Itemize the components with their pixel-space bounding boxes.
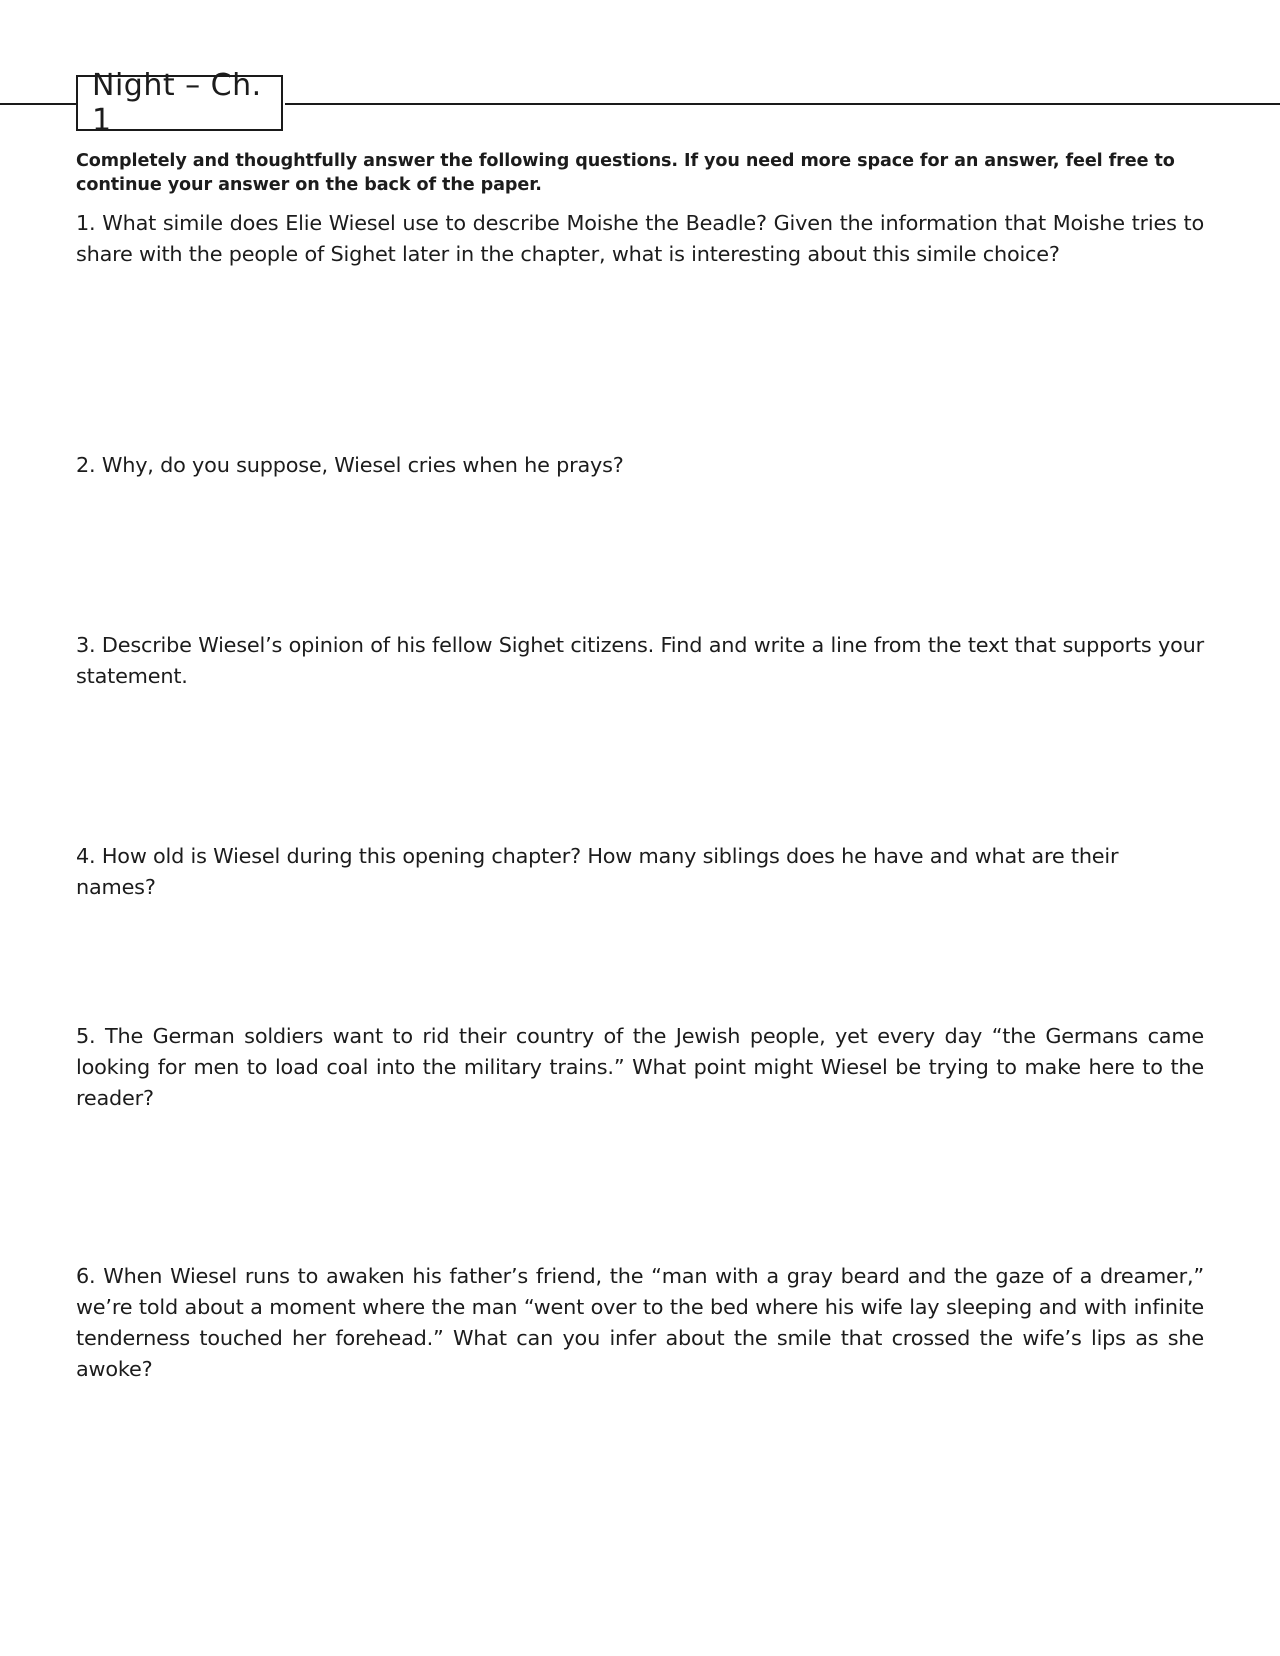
header-rule-right [285,103,1280,105]
question-2: 2. Why, do you suppose, Wiesel cries when he prays? [76,453,624,477]
question-1: 1. What simile does Elie Wiesel use to describe Moishe the Beadle? Given the information that Moishe tries to share with the people of Sighet later in the chapter, what is interesting about this simile choice? [76,211,1204,266]
page-title [76,68,283,138]
question-5: 5. The German soldiers want to rid their country of the Jewish people, yet every day “the Germans came looking for men to load coal into the military trains.” What point might Wiesel be trying to make here to the reader? [76,1024,1204,1110]
header-rule-left [0,103,77,105]
question-6: 6. When Wiesel runs to awaken his father’s friend, the “man with a gray beard and the gaze of a dreamer,” we’re told about a moment where the man “went over to the bed where his wife lay sleeping and with infinite tenderness touched her forehead.” What can you infer about the smile that crossed the wife’s lips as she awoke? [76,1264,1204,1381]
question-3: 3. Describe Wiesel’s opinion of his fellow Sighet citizens. Find and write a line from the text that supports your statement. [76,633,1204,688]
question-4: 4. How old is Wiesel during this opening chapter? How many siblings does he have and what are their names? [76,844,1119,899]
instructions: Completely and thoughtfully answer the following questions. If you need more space for an answer, feel free to continue your answer on the back of the paper. [76,151,1175,195]
page-title-text: Night – Ch. 1 [92,68,262,138]
